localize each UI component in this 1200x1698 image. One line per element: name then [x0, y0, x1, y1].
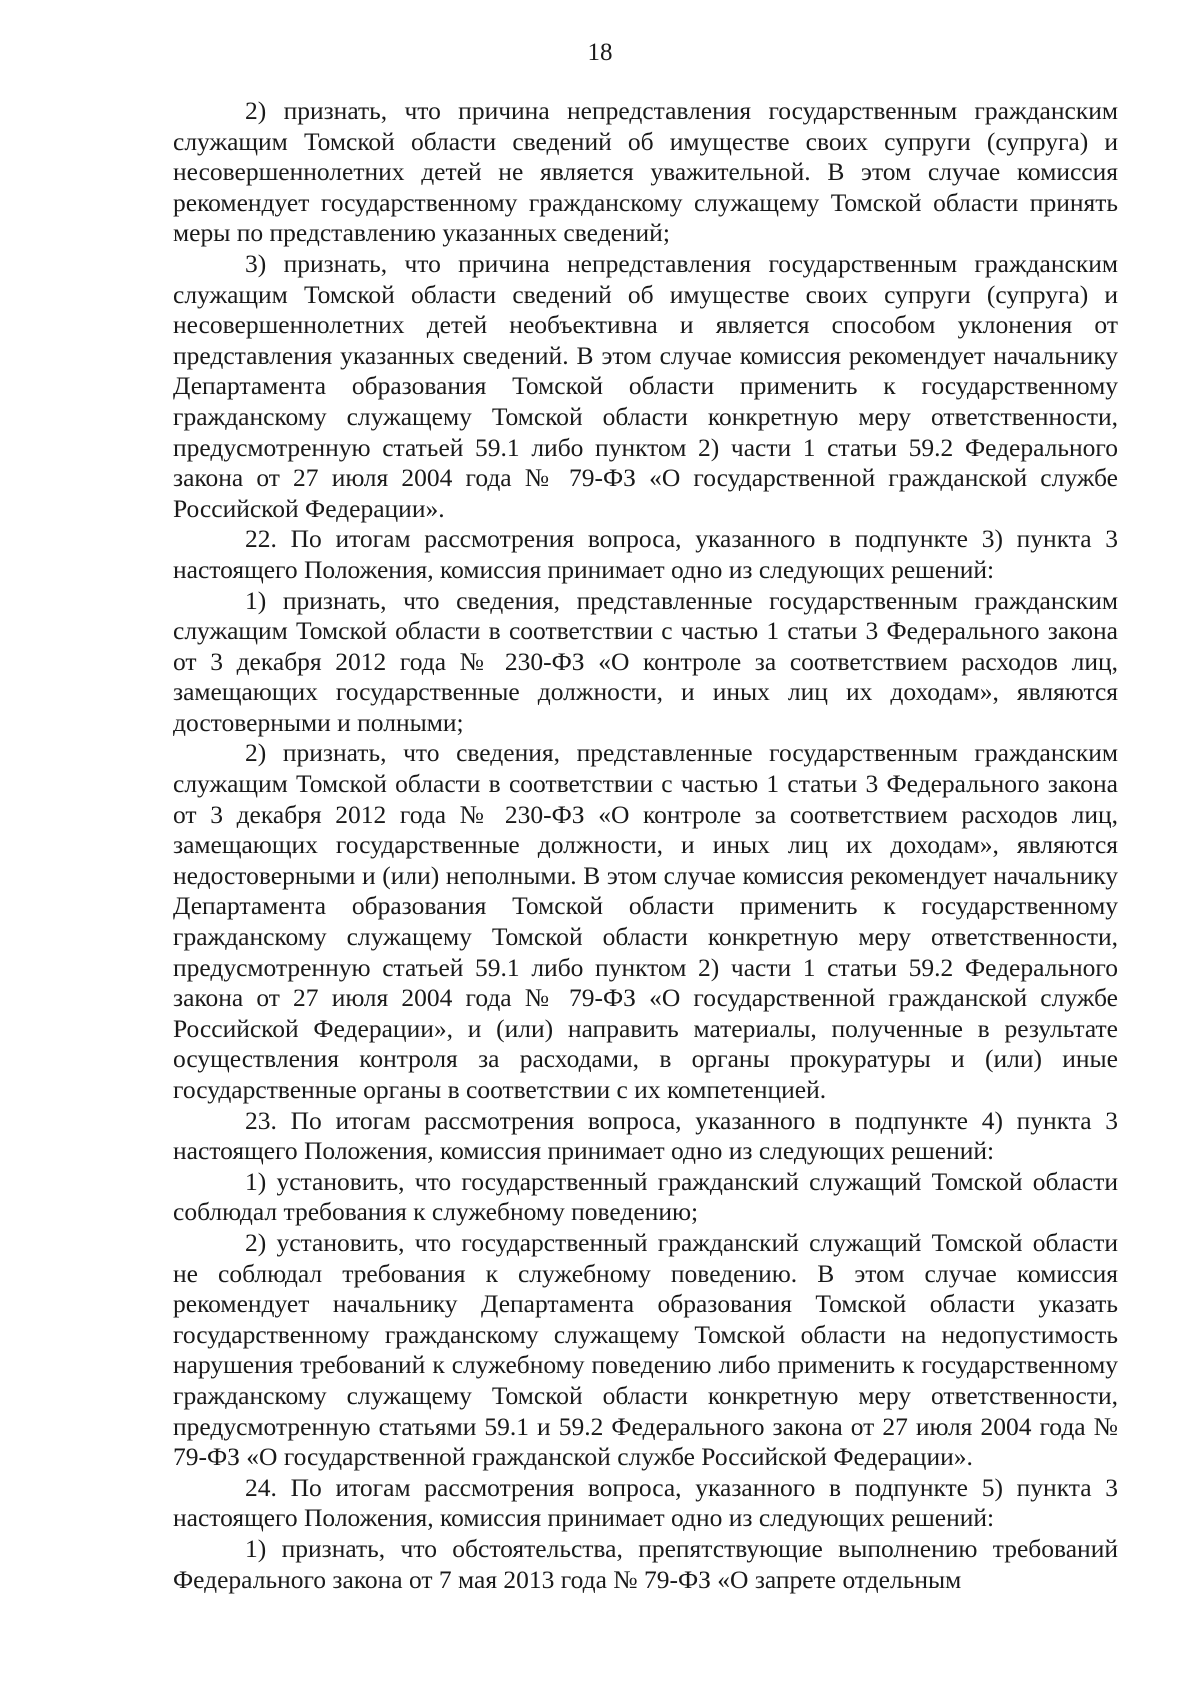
paragraph-23: 23. По итогам рассмотрения вопроса, указанного в подпункте 4) пункта 3 настоящего Положения, комиссия принимает одно из следующих решений:: [173, 1105, 1118, 1166]
paragraph-24: 24. По итогам рассмотрения вопроса, указанного в подпункте 5) пункта 3 настоящего Положения, комиссия принимает одно из следующих решений:: [173, 1472, 1118, 1533]
paragraph-21-2: 2) признать, что причина непредставления государственным гражданским служащим Томской области сведений об имуществе своих супруги (супруга) и несовершеннолетних детей не является уважительной. В этом случае комиссия рекомендует государственному гражданскому служащему Томской области принять меры по представлению указанных сведений;: [173, 96, 1118, 248]
paragraph-21-3: 3) признать, что причина непредставления государственным гражданским служащим Томской области сведений об имуществе своих супруги (супруга) и несовершеннолетних детей необъективна и является способом уклонения от представления указанных сведений. В этом случае комиссия рекомендует начальнику Департамента образования Томской области применить к государственному гражданскому служащему Томской области конкретную меру ответственности, предусмотренную статьей 59.1 либо пунктом 2) части 1 статьи 59.2 Федерального закона от 27 июля 2004 года № 79-ФЗ «О государственной гражданской службе Российской Федерации».: [173, 248, 1118, 523]
paragraph-23-2: 2) установить, что государственный гражданский служащий Томской области не соблюдал требования к служебному поведению. В этом случае комиссия рекомендует начальнику Департамента образования Томской области указать государственному гражданскому служащему Томской области на недопустимость нарушения требований к служебному поведению либо применить к государственному гражданскому служащему Томской области конкретную меру ответственности, предусмотренную статьями 59.1 и 59.2 Федерального закона от 27 июля 2004 года № 79-ФЗ «О государственной гражданской службе Российской Федерации».: [173, 1227, 1118, 1472]
document-body: [173, 96, 1118, 1595]
paragraph-22-1: 1) признать, что сведения, представленные государственным гражданским служащим Томской области в соответствии с частью 1 статьи 3 Федерального закона от 3 декабря 2012 года № 230-ФЗ «О контроле за соответствием расходов лиц, замещающих государственные должности, и иных лиц их доходам», являются достоверными и полными;: [173, 585, 1118, 737]
paragraph-24-1: 1) признать, что обстоятельства, препятствующие выполнению требований Федерального закона от 7 мая 2013 года № 79-ФЗ «О запрете отдельным: [173, 1533, 1118, 1594]
page-number: 18: [587, 39, 613, 66]
paragraph-22: 22. По итогам рассмотрения вопроса, указанного в подпункте 3) пункта 3 настоящего Положения, комиссия принимает одно из следующих решений:: [173, 524, 1118, 584]
paragraph-22-2: 2) признать, что сведения, представленные государственным гражданским служащим Томской области в соответствии с частью 1 статьи 3 Федерального закона от 3 декабря 2012 года № 230-ФЗ «О контроле за соответствием расходов лиц, замещающих государственные должности, и иных лиц их доходам», являются недостоверными и (или) неполными. В этом случае комиссия рекомендует начальнику Департамента образования Томской области применить к государственному гражданскому служащему Томской области конкретную меру ответственности, предусмотренную статьей 59.1 либо пунктом 2) части 1 статьи 59.2 Федерального закона от 27 июля 2004 года № 79-ФЗ «О государственной гражданской службе Российской Федерации», и (или) направить материалы, полученные в результате осуществления контроля за расходами, в органы прокуратуры и (или) иные государственные органы в соответствии с их компетенцией.: [173, 738, 1118, 1104]
paragraph-23-1: 1) установить, что государственный гражданский служащий Томской области соблюдал требования к служебному поведению;: [173, 1166, 1118, 1227]
